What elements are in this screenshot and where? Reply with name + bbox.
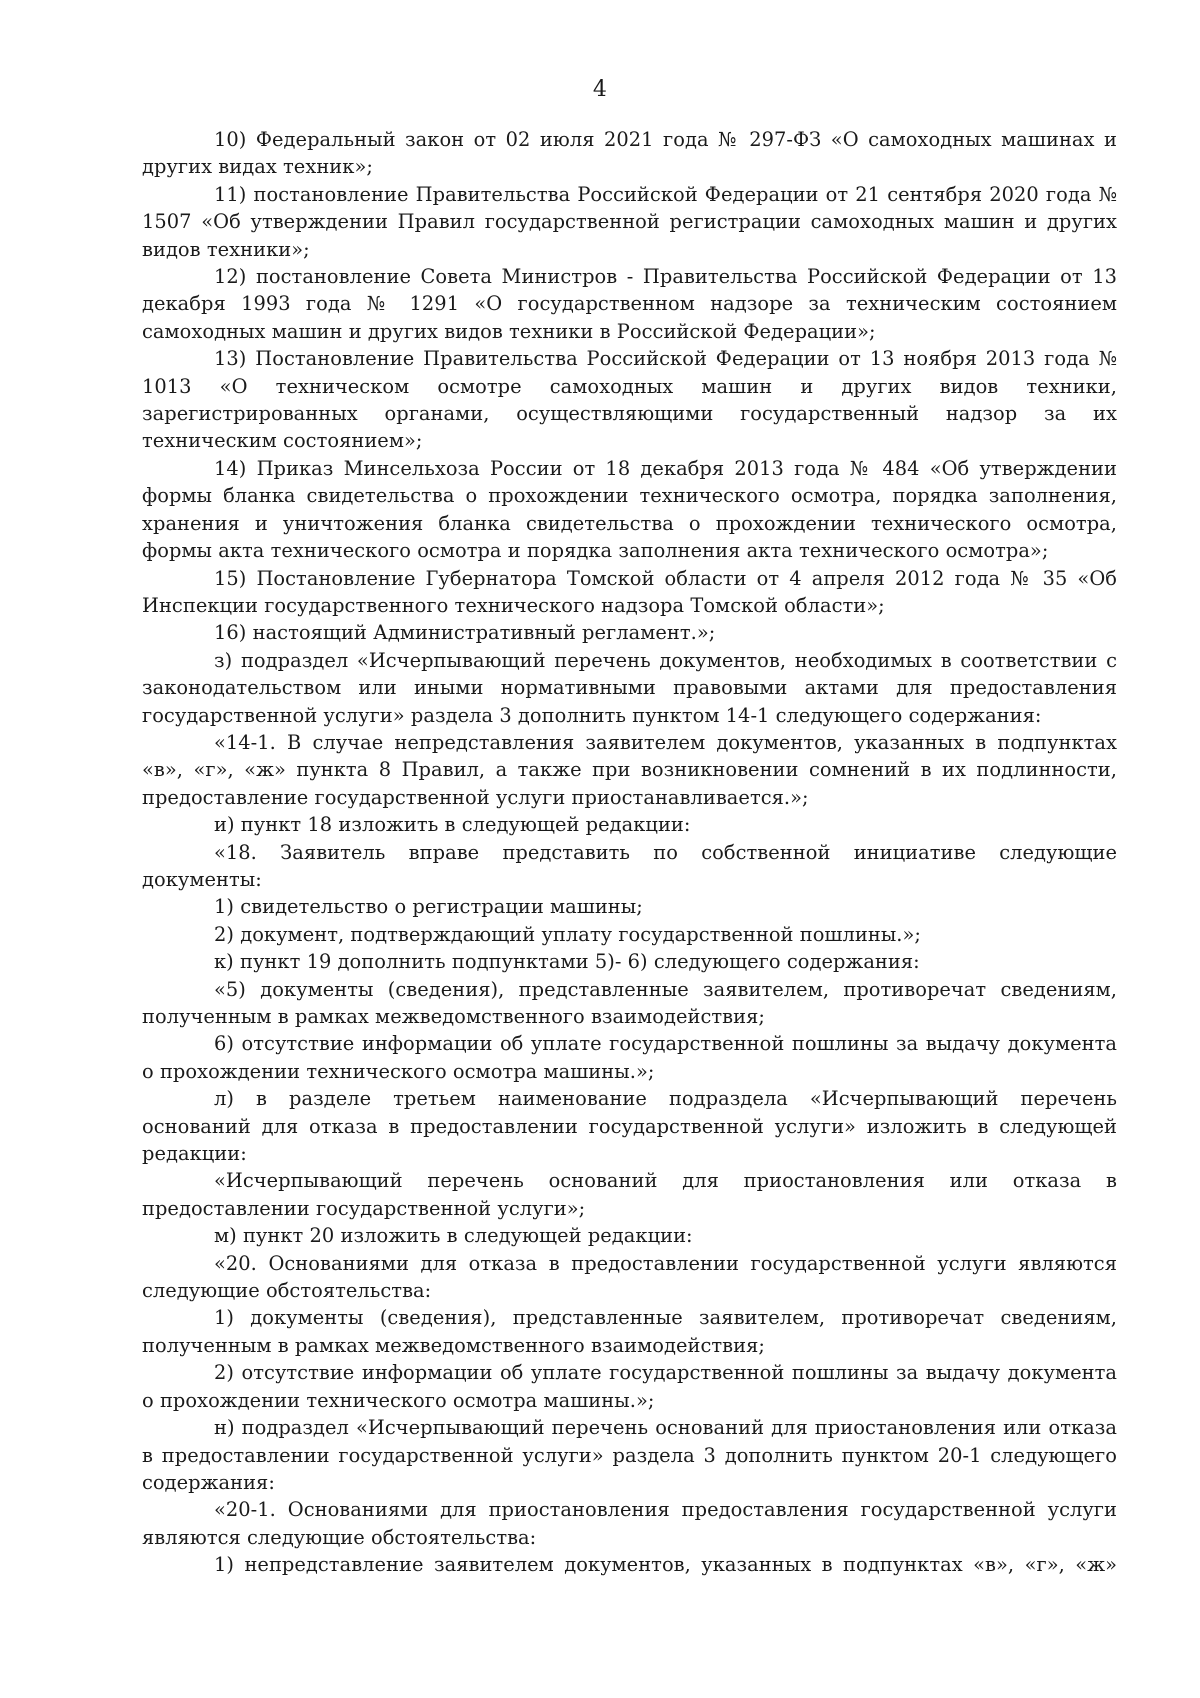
paragraph-subsection-z: з) подраздел «Исчерпывающий перечень документов, необходимых в соответствии с законодательством или иными нормативными правовыми актами для предоставления государственной услуги» раздела 3 дополнить пунктом 14-1 следующего содержания: (142, 648, 1117, 727)
paragraph-item-11: 11) постановление Правительства Российской Федерации от 21 сентября 2020 года № 1507 «Об утверждении Правил государственной регистрации самоходных машин и других видов техники»; (142, 182, 1117, 261)
paragraph-subsection-k: к) пункт 19 дополнить подпунктами 5)- 6) следующего содержания: (214, 950, 920, 974)
paragraph-point-18: «18. Заявитель вправе представить по собственной инициативе следующие документы: (142, 840, 1117, 891)
paragraph-subsection-m: м) пункт 20 изложить в следующей редакции: (214, 1224, 693, 1248)
document-body (142, 126, 1117, 1579)
paragraph-item-14: 14) Приказ Минсельхоза России от 18 декабря 2013 года № 484 «Об утверждении формы бланка свидетельства о прохождении технического осмотра, порядка заполнения, хранения и уничтожения бланка свидетельства о прохождении технического осмотра, формы акта технического осмотра и порядка заполнения акта технического осмотра»; (142, 456, 1117, 563)
paragraph-subsection-i: и) пункт 18 изложить в следующей редакции: (214, 813, 691, 837)
paragraph-point-20-1: «20-1. Основаниями для приостановления предоставления государственной услуги являются следующие обстоятельства: (142, 1498, 1117, 1549)
paragraph-point-19-item-5: «5) документы (сведения), представленные заявителем, противоречат сведениям, полученным в рамках межведомственного взаимодействия; (142, 977, 1117, 1028)
paragraph-point-18-item-2: 2) документ, подтверждающий уплату государственной пошлины.»; (214, 922, 922, 946)
paragraph-point-20: «20. Основаниями для отказа в предоставлении государственной услуги являются следующие обстоятельства: (142, 1251, 1117, 1303)
paragraph-point-18-item-1: 1) свидетельство о регистрации машины; (214, 895, 643, 919)
paragraph-item-15: 15) Постановление Губернатора Томской области от 4 апреля 2012 года № 35 «Об Инспекции государственного технического надзора Томской области»; (142, 566, 1117, 617)
paragraph-item-10: 10) Федеральный закон от 02 июля 2021 года № 297-ФЗ «О самоходных машинах и других видах техник»; (142, 128, 1117, 179)
paragraph-point-19-item-6: 6) отсутствие информации об уплате государственной пошлины за выдачу документа о прохождении технического осмотра машины.»; (142, 1032, 1117, 1083)
paragraph-item-16: 16) настоящий Административный регламент.»; (214, 621, 716, 645)
paragraph-item-13: 13) Постановление Правительства Российской Федерации от 13 ноября 2013 года № 1013 «О техническом осмотре самоходных машин и других видов техники, зарегистрированных органами, осуществляющими государственный надзор за их техническим состоянием»; (142, 347, 1117, 453)
paragraph-point-20-item-1: 1) документы (сведения), представленные заявителем, противоречат сведениям, полученным в рамках межведомственного взаимодействия; (142, 1306, 1117, 1357)
paragraph-item-12: 12) постановление Совета Министров - Правительства Российской Федерации от 13 декабря 1993 года № 1291 «О государственном надзоре за техническим состоянием самоходных машин и других видов техники в Российской Федерации»; (142, 265, 1117, 343)
paragraph-point-20-1-item-1: 1) непредставление заявителем документов, указанных в подпунктах «в», «г», «ж» (214, 1553, 1117, 1577)
paragraph-subsection-n: н) подраздел «Исчерпывающий перечень оснований для приостановления или отказа в предоставлении государственной услуги» раздела 3 дополнить пунктом 20-1 следующего содержания: (142, 1416, 1117, 1494)
page-number: 4 (592, 77, 608, 102)
paragraph-subsection-l: л) в разделе третьем наименование подраздела «Исчерпывающий перечень оснований для отказа в предоставлении государственной услуги» изложить в следующей редакции: (142, 1087, 1117, 1166)
paragraph-new-subsection-title: «Исчерпывающий перечень оснований для приостановления или отказа в предоставлении государственной услуги»; (142, 1169, 1117, 1220)
paragraph-point-14-1: «14-1. В случае непредставления заявителем документов, указанных в подпунктах «в», «г», «ж» пункта 8 Правил, а также при возникновении сомнений в их подлинности, предоставление государственной услуги приостанавливается.»; (142, 730, 1117, 809)
paragraph-point-20-item-2: 2) отсутствие информации об уплате государственной пошлины за выдачу документа о прохождении технического осмотра машины.»; (142, 1361, 1117, 1412)
